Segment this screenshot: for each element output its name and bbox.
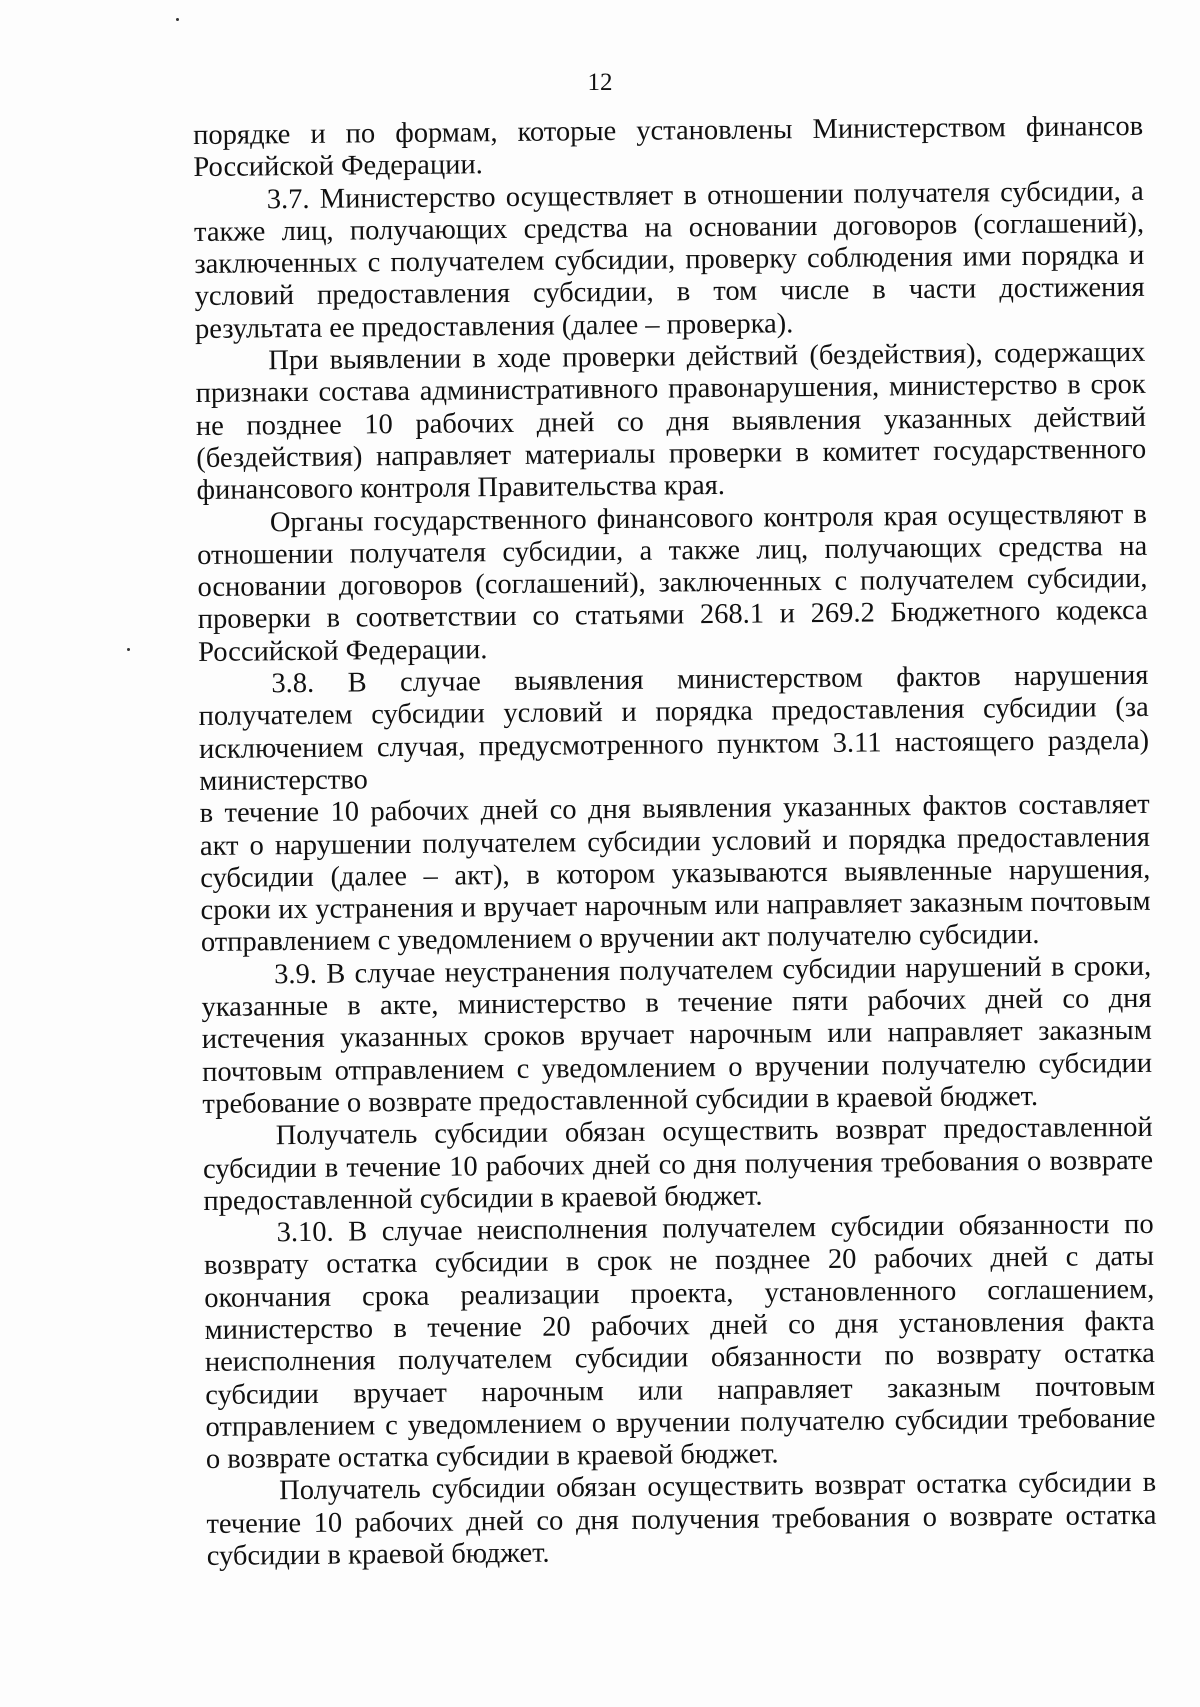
- scan-speck: [176, 18, 179, 21]
- paragraph-continuation: порядке и по формам, которые установлены Министерством финансов Российской Федерации.: [193, 110, 1144, 184]
- paragraph-refund-obligation: Получатель субсидии обязан осуществить возврат предоставленной субсидии в течение 10 рабочих дней со дня получения требования о возврате предоставленной субсидии в краевой бюджет.: [202, 1112, 1154, 1217]
- paragraph-3-8: 3.8. В случае выявления министерством фактов нарушения получателем субсидии условий и порядка предоставления субсидии (за исключением случая, предусмотренного пунктом 3.11 настоящего раздела) министерство: [198, 659, 1150, 797]
- document-body: [193, 111, 1157, 1573]
- scan-speck: [127, 648, 130, 651]
- paragraph-3-10: 3.10. В случае неисполнения получателем субсидии обязанности по возврату остатка субсидии в срок не позднее 20 рабочих дней с даты окончания срока реализации проекта, установленного соглашением, министерство в течение 20 рабочих дней со дня установления факта неисполнения получателем субсидии обязанности по возврату остатка субсидии вручает нарочным или направляет заказным почтовым отправлением с уведомлением о вручении получателю субсидии требование о возврате остатка субсидии в краевой бюджет.: [203, 1208, 1156, 1476]
- page-number: 12: [587, 69, 613, 96]
- paragraph-3-9: 3.9. В случае неустранения получателем субсидии нарушений в сроки, указанные в акте, министерство в течение пяти рабочих дней со дня истечения указанных сроков вручает нарочным или направляет заказным почтовым отправлением с уведомлением о вручении получателю субсидии требование о возврате предоставленной субсидии в краевой бюджет.: [201, 950, 1153, 1120]
- paragraph-3-8-continuation: в течение 10 рабочих дней со дня выявления указанных фактов составляет акт о нарушении получателем субсидии условий и порядка предоставления субсидии (далее – акт), в котором указываются выявленные нарушения, сроки их устранения и вручает нарочным или направляет заказным почтовым отправлением с уведомлением о вручении акт получателю субсидии.: [199, 789, 1151, 959]
- paragraph-3-7: 3.7. Министерство осуществляет в отношении получателя субсидии, а также лиц, получающих средства на основании договоров (соглашений), заключенных с получателем субсидии, проверку соблюдения ими порядка и условий предоставления субсидии, в том числе в части достижения результата ее предоставления (далее – проверка).: [193, 175, 1145, 345]
- paragraph-violation-detection: При выявлении в ходе проверки действий (бездействия), содержащих признаки состава административного правонарушения, министерство в срок не позднее 10 рабочих дней со дня выявления указанных действий (бездействия) направляет материалы проверки в комитет государственного финансового контроля Правительства края.: [195, 336, 1147, 507]
- paragraph-remainder-refund: Получатель субсидии обязан осуществить возврат остатка субсидии в течение 10 рабочих дней со дня получения требования о возврате остатка субсидии в краевой бюджет.: [206, 1467, 1157, 1572]
- paragraph-financial-control: Органы государственного финансового контроля края осуществляют в отношении получателя субсидии, а также лиц, получающих средства на основании договоров (соглашений), заключенных с получателем субсидии, проверки в соответствии со статьями 268.1 и 269.2 Бюджетного кодекса Российской Федерации.: [197, 498, 1148, 668]
